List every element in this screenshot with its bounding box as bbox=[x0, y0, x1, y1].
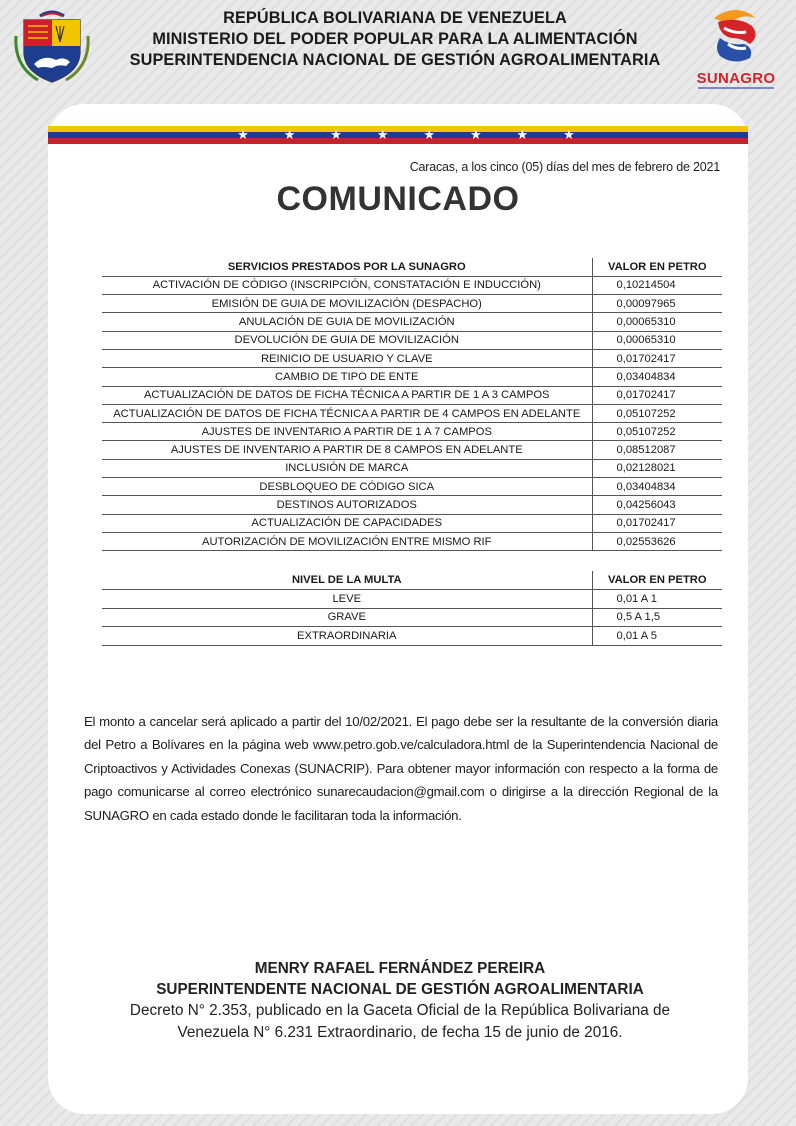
column-header: VALOR EN PETRO bbox=[592, 258, 722, 276]
fine-value: 0,01 A 5 bbox=[592, 627, 722, 646]
service-name: DESBLOQUEO DE CÓDIGO SICA bbox=[102, 478, 592, 496]
table-row bbox=[102, 478, 722, 496]
service-name: ACTUALIZACIÓN DE DATOS DE FICHA TÉCNICA A PARTIR DE 1 A 3 CAMPOS bbox=[102, 386, 592, 404]
fine-value: 0,5 A 1,5 bbox=[592, 608, 722, 627]
header-line-superintendency: SUPERINTENDENCIA NACIONAL DE GESTIÓN AGROALIMENTARIA bbox=[129, 51, 661, 69]
service-value: 0,10214504 bbox=[592, 276, 722, 294]
service-name: ANULACIÓN DE GUIA DE MOVILIZACIÓN bbox=[102, 313, 592, 331]
institution-titles bbox=[100, 8, 690, 71]
fines-table bbox=[102, 571, 722, 646]
table-row bbox=[102, 590, 722, 609]
table-row bbox=[102, 386, 722, 404]
fine-level: LEVE bbox=[102, 590, 592, 609]
table-row bbox=[102, 496, 722, 514]
table-header-row bbox=[102, 571, 722, 590]
star-icon: ★ bbox=[563, 127, 575, 142]
service-value: 0,01702417 bbox=[592, 349, 722, 367]
service-value: 0,02128021 bbox=[592, 459, 722, 477]
service-name: AJUSTES DE INVENTARIO A PARTIR DE 1 A 7 CAMPOS bbox=[102, 423, 592, 441]
service-value: 0,05107252 bbox=[592, 423, 722, 441]
service-value: 0,03404834 bbox=[592, 478, 722, 496]
star-icon: ★ bbox=[237, 127, 249, 142]
table-row bbox=[102, 532, 722, 550]
header-line-republic: REPÚBLICA BOLIVARIANA DE VENEZUELA bbox=[223, 9, 567, 27]
table-row bbox=[102, 404, 722, 422]
fine-level: EXTRAORDINARIA bbox=[102, 627, 592, 646]
services-table bbox=[102, 258, 722, 551]
service-value: 0,05107252 bbox=[592, 404, 722, 422]
sunagro-logo-text: SUNAGRO bbox=[696, 70, 776, 87]
table-row bbox=[102, 331, 722, 349]
service-name: ACTIVACIÓN DE CÓDIGO (INSCRIPCIÓN, CONSTATACIÓN E INDUCCIÓN) bbox=[102, 276, 592, 294]
signatory-name: MENRY RAFAEL FERNÁNDEZ PEREIRA bbox=[254, 960, 546, 977]
star-icon: ★ bbox=[283, 127, 296, 142]
header-line-ministry: MINISTERIO DEL PODER POPULAR PARA LA ALIMENTACIÓN bbox=[152, 30, 638, 48]
table-row bbox=[102, 441, 722, 459]
table-row bbox=[102, 514, 722, 532]
table-row bbox=[102, 313, 722, 331]
column-header: NIVEL DE LA MULTA bbox=[102, 571, 592, 590]
service-value: 0,00097965 bbox=[592, 295, 722, 313]
table-row bbox=[102, 459, 722, 477]
service-value: 0,08512087 bbox=[592, 441, 722, 459]
service-name: DESTINOS AUTORIZADOS bbox=[102, 496, 592, 514]
page-title: COMUNICADO bbox=[276, 180, 520, 218]
service-value: 0,01702417 bbox=[592, 514, 722, 532]
table-row bbox=[102, 368, 722, 386]
table-row bbox=[102, 276, 722, 294]
service-name: ACTUALIZACIÓN DE DATOS DE FICHA TÉCNICA A PARTIR DE 4 CAMPOS EN ADELANTE bbox=[102, 404, 592, 422]
column-header: VALOR EN PETRO bbox=[592, 571, 722, 590]
fine-level: GRAVE bbox=[102, 608, 592, 627]
star-icon: ★ bbox=[376, 127, 389, 142]
service-value: 0,03404834 bbox=[592, 368, 722, 386]
service-value: 0,02553626 bbox=[592, 532, 722, 550]
service-name: CAMBIO DE TIPO DE ENTE bbox=[102, 368, 592, 386]
service-name: AJUSTES DE INVENTARIO A PARTIR DE 8 CAMPOS EN ADELANTE bbox=[102, 441, 592, 459]
service-value: 0,01702417 bbox=[592, 386, 722, 404]
service-value: 0,00065310 bbox=[592, 313, 722, 331]
service-name: EMISIÓN DE GUIA DE MOVILIZACIÓN (DESPACHO) bbox=[102, 295, 592, 313]
service-name: REINICIO DE USUARIO Y CLAVE bbox=[102, 349, 592, 367]
star-icon: ★ bbox=[469, 127, 482, 142]
sunagro-emblem-icon bbox=[694, 4, 778, 70]
service-value: 0,00065310 bbox=[592, 331, 722, 349]
table-header-row bbox=[102, 258, 722, 276]
service-name: AUTORIZACIÓN DE MOVILIZACIÓN ENTRE MISMO RIF bbox=[102, 532, 592, 550]
star-icon: ★ bbox=[423, 127, 436, 142]
decree-line-1: Decreto N° 2.353, publicado en la Gaceta Oficial de la República Bolivariana de bbox=[129, 1002, 671, 1019]
star-icon: ★ bbox=[330, 127, 342, 142]
signatory-title: SUPERINTENDENTE NACIONAL DE GESTIÓN AGROALIMENTARIA bbox=[156, 981, 644, 998]
flag-stars bbox=[236, 128, 576, 142]
column-header: SERVICIOS PRESTADOS POR LA SUNAGRO bbox=[102, 258, 592, 276]
document-header bbox=[0, 0, 796, 100]
table-row bbox=[102, 295, 722, 313]
date-line: Caracas, a los cinco (05) días del mes de febrero de 2021 bbox=[409, 160, 720, 174]
service-value: 0,04256043 bbox=[592, 496, 722, 514]
body-paragraph: El monto a cancelar será aplicado a partir del 10/02/2021. El pago debe ser la resultante de la conversión diaria del Petro a Bolívares en la página web www.petro.gob.ve/calculadora.html de la Superintendencia Nacional de Criptoactivos y Actividades Conexas (SUNACRIP). Para obtener mayor información con respecto a la forma de pago comunicarse al correo electrónico sunarecaudacion@gmail.com o dirigirse a la dirección Regional de la SUNAGRO en cada estado donde le facilitaran toda la información. bbox=[84, 714, 718, 823]
logo-tagline-rule bbox=[698, 87, 774, 89]
signature-block bbox=[60, 958, 740, 1043]
table-row bbox=[102, 423, 722, 441]
service-name: DEVOLUCIÓN DE GUIA DE MOVILIZACIÓN bbox=[102, 331, 592, 349]
table-row bbox=[102, 627, 722, 646]
table-row bbox=[102, 349, 722, 367]
decree-line-2: Venezuela N° 6.231 Extraordinario, de fecha 15 de junio de 2016. bbox=[177, 1023, 623, 1041]
table-row bbox=[102, 608, 722, 627]
service-name: ACTUALIZACIÓN DE CAPACIDADES bbox=[102, 514, 592, 532]
flag-stripe-banner bbox=[48, 126, 748, 144]
service-name: INCLUSIÓN DE MARCA bbox=[102, 459, 592, 477]
star-icon: ★ bbox=[516, 127, 529, 142]
sunagro-logo bbox=[694, 4, 778, 96]
fine-value: 0,01 A 1 bbox=[592, 590, 722, 609]
coat-of-arms-icon bbox=[12, 6, 92, 86]
